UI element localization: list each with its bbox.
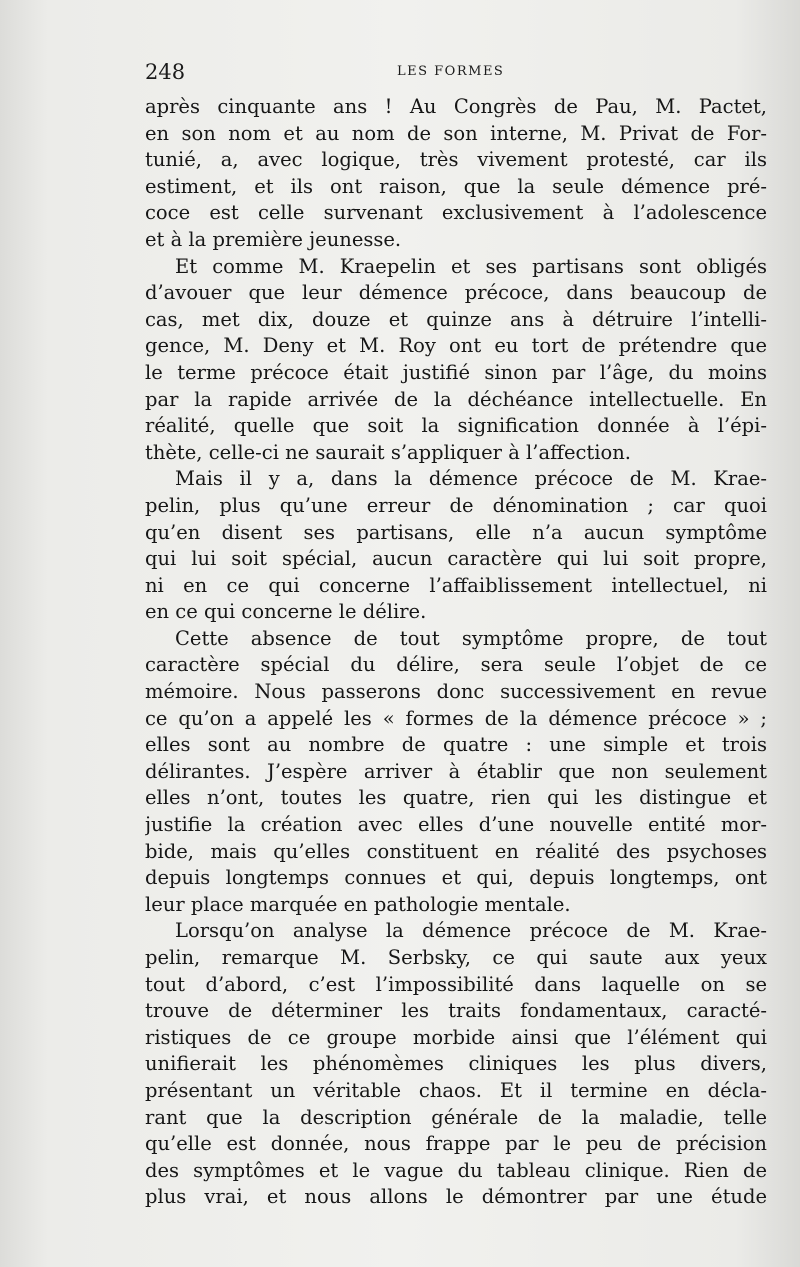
text-line: Et comme M. Kraepelin et ses partisans sont obligés	[175, 254, 767, 278]
text-line: caractère spécial du délire, sera seule l’objet de ce	[145, 653, 767, 677]
text-line: en son nom et au nom de son interne, M. Privat de For-	[145, 121, 767, 145]
text-line: thète, celle-ci ne saurait s’appliquer à l’affection.	[145, 440, 631, 464]
text-line: coce est celle survenant exclusivement à l’adolescence	[145, 201, 767, 225]
text-line: plus vrai, et nous allons le démontrer par une étude	[145, 1185, 767, 1209]
text-line: ni en ce qui concerne l’affaiblissement intellectuel, ni	[145, 573, 767, 597]
text-line: qui lui soit spécial, aucun caractère qui lui soit propre,	[145, 547, 767, 571]
text-line: estiment, et ils ont raison, que la seule démence pré-	[145, 174, 767, 198]
text-line: pelin, plus qu’une erreur de dénomination ; car quoi	[145, 493, 767, 517]
text-line: rant que la description générale de la maladie, telle	[145, 1105, 767, 1129]
text-line: tunié, a, avec logique, très vivement protesté, car ils	[145, 148, 767, 172]
text-line: et à la première jeunesse.	[145, 227, 402, 251]
text-line: depuis longtemps connues et qui, depuis longtemps, ont	[145, 866, 767, 890]
text-line: par la rapide arrivée de la déchéance intellectuelle. En	[145, 387, 767, 411]
text-line: des symptômes et le vague du tableau clinique. Rien de	[145, 1158, 767, 1182]
text-line: pelin, remarque M. Serbsky, ce qui saute aux yeux	[145, 946, 767, 969]
text-line: tout d’abord, c’est l’impossibilité dans laquelle on se	[145, 972, 767, 996]
text-line: gence, M. Deny et M. Roy ont eu tort de prétendre que	[145, 334, 767, 358]
running-head	[145, 60, 765, 84]
text-line: d’avouer que leur démence précoce, dans beaucoup de	[145, 281, 767, 305]
text-line: elles sont au nombre de quatre : une simple et trois	[145, 733, 767, 757]
text-line: en ce qui concerne le délire.	[145, 600, 427, 624]
text-line: le terme précoce était justifié sinon par l’âge, du moins	[145, 360, 767, 384]
text-line: après cinquante ans ! Au Congrès de Pau, M. Pactet,	[145, 95, 767, 118]
body-text	[145, 94, 767, 1211]
text-line: qu’en disent ses partisans, elle n’a aucun symptôme	[145, 520, 767, 544]
text-line: mémoire. Nous passerons donc successivement en revue	[145, 680, 767, 704]
text-line: Mais il y a, dans la démence précoce de M. Krae-	[175, 467, 767, 491]
text-line: Lorsqu’on analyse la démence précoce de M. Krae-	[175, 919, 767, 943]
text-line: leur place marquée en pathologie mentale.	[145, 892, 571, 916]
text-line: délirantes. J’espère arriver à établir que non seulement	[145, 759, 767, 783]
text-line: cas, met dix, douze et quinze ans à détruire l’intelli-	[145, 307, 767, 331]
text-line: réalité, quelle que soit la signification donnée à l’épi-	[145, 414, 767, 438]
text-line: présentant un véritable chaos. Et il termine en décla-	[145, 1078, 767, 1102]
text-line: qu’elle est donnée, nous frappe par le peu de précision	[145, 1132, 767, 1156]
running-title: LES FORMES	[397, 64, 505, 79]
text-line: unifierait les phénomèmes cliniques les plus divers,	[145, 1052, 767, 1076]
text-line: justifie la création avec elles d’une nouvelle entité mor-	[145, 813, 767, 837]
page-number: 248	[145, 60, 186, 84]
text-line: ristiques de ce groupe morbide ainsi que l’élément qui	[145, 1025, 767, 1049]
text-line: trouve de déterminer les traits fondamentaux, caracté-	[145, 999, 767, 1023]
text-line: ce qu’on a appelé les « formes de la démence précoce » ;	[145, 706, 767, 730]
text-line: bide, mais qu’elles constituent en réalité des psychoses	[145, 839, 767, 863]
text-line: elles n’ont, toutes les quatre, rien qui les distingue et	[145, 786, 767, 810]
text-line: Cette absence de tout symptôme propre, de tout	[175, 626, 767, 650]
